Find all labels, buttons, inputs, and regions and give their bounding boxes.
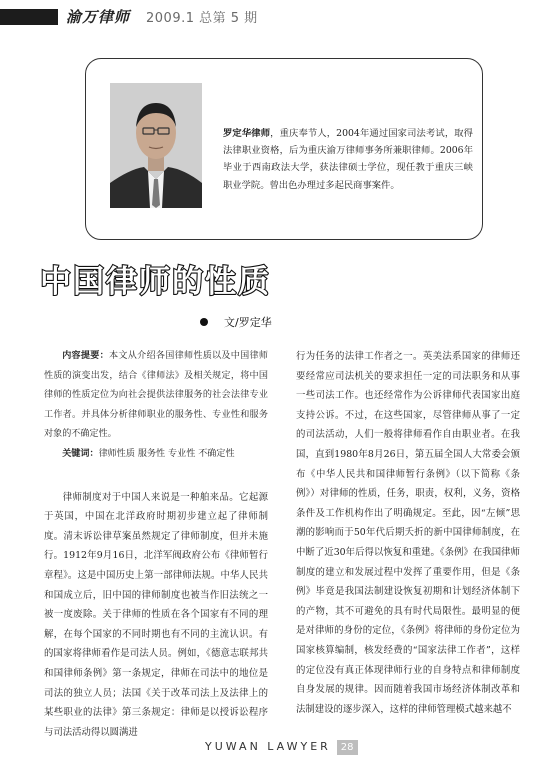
abstract	[44, 347, 268, 465]
author-photo	[110, 83, 202, 208]
body-paragraph-right: 行为任务的法律工作者之一。英美法系国家的律师还要经常应司法机关的要求担任一定的司法职务和从事一些司法工作。也还经常作为公诉律师代表国家出庭支持公诉。不过，在这些国家，尽管律师从事了一定的司法活动，人们一般将律师看作自由职业者。在我国，直到1980年8月26日，第五届全国人大常委会颁布《中华人民共和国律师暂行条例》（以下简称《条例》）对律师的性质，任务，职责，权利，义务，资格条件及工作机构作出了明确规定。至此，因“左倾”思潮的影响而于50年代后期夭折的新中国律师制度，在中断了近30年后得以恢复和重建。《条例》在我国律师制度的建立和发展过程中发挥了重要作用，但是《条例》毕竟是我国法制建设恢复初期和计划经济体制下的产物，其不可避免的具有时代局限性。最明显的便是对律师的身份的定位，《条例》将律师的身份定位为国家核算编制，核发经费的“国家法律工作者”，这样的定位没有真正体现律师行业的自身特点和律师制度自身发展的规律。因而随着我国市场经济体制改革和法制建设的逐步深入，这样的律师管理模式越来越不	[296, 351, 520, 715]
byline	[200, 314, 272, 330]
author-profile-box	[85, 58, 483, 240]
footer-journal-name: YUWAN LAWYER	[205, 740, 331, 753]
abstract-text: 本文从介绍各国律师性质以及中国律师性质的演变出发，结合《律师法》及相关规定，将中国律师的性质定位为向社会提供法律服务的社会法律专业工作者。并具体分析律师职业的服务性、专业性和服务对象的不确定性。	[44, 351, 268, 440]
issue-number: 2009.1 总第 5 期	[146, 11, 258, 26]
abstract-label: 内容提要：	[62, 351, 110, 361]
page-footer	[205, 740, 358, 755]
keywords-text: 律师性质 服务性 专业性 不确定性	[98, 448, 235, 459]
author-bio-text: ，重庆奉节人，2004年通过国家司法考试，取得法律职业资格，后为重庆渝万律师事务所兼职律师。2006年毕业于西南政法大学，获法律硕士学位，现任教于重庆三峡职业学院。曾出色办理过多起民商事案件。	[223, 128, 473, 191]
author-name: 罗定华律师	[223, 128, 271, 139]
bullet-icon	[200, 318, 208, 326]
column-left	[44, 347, 268, 742]
keywords-label: 关键词：	[62, 448, 99, 459]
column-right	[296, 347, 520, 719]
journal-logo: 渝万律师	[66, 8, 131, 26]
author-credit: 文/罗定华	[224, 316, 272, 329]
page-number: 28	[337, 740, 358, 755]
author-bio	[223, 125, 473, 194]
header-decor-bar	[0, 9, 58, 25]
body-paragraph-left: 律师制度对于中国人来说是一种舶来品。它起源于英国，中国在北洋政府时期初步建立起了律师制度。清末诉讼律草案虽然规定了律师制度，但并未施行。1912年9月16日，北洋军阀政府公布《律师暂行章程》。这是中国历史上第一部律师法规。中华人民共和国成立后，旧中国的律师制度也被当作旧法统之一被一度废除。关于律师的性质在各个国家有不同的理解，在每个国家的不同时期也有不同的主流认识。有的国家将律师看作是司法人员。例如，《德意志联邦共和国律师条例》第一条规定，律师在司法中的地位是司法的独立人员；法国《关于改革司法上及法律上的某些职业的法律》第三条规定：律师是以授诉讼程序与司法活动得以圆满进	[44, 491, 268, 738]
article-title: 中国律师的性质	[40, 264, 271, 300]
